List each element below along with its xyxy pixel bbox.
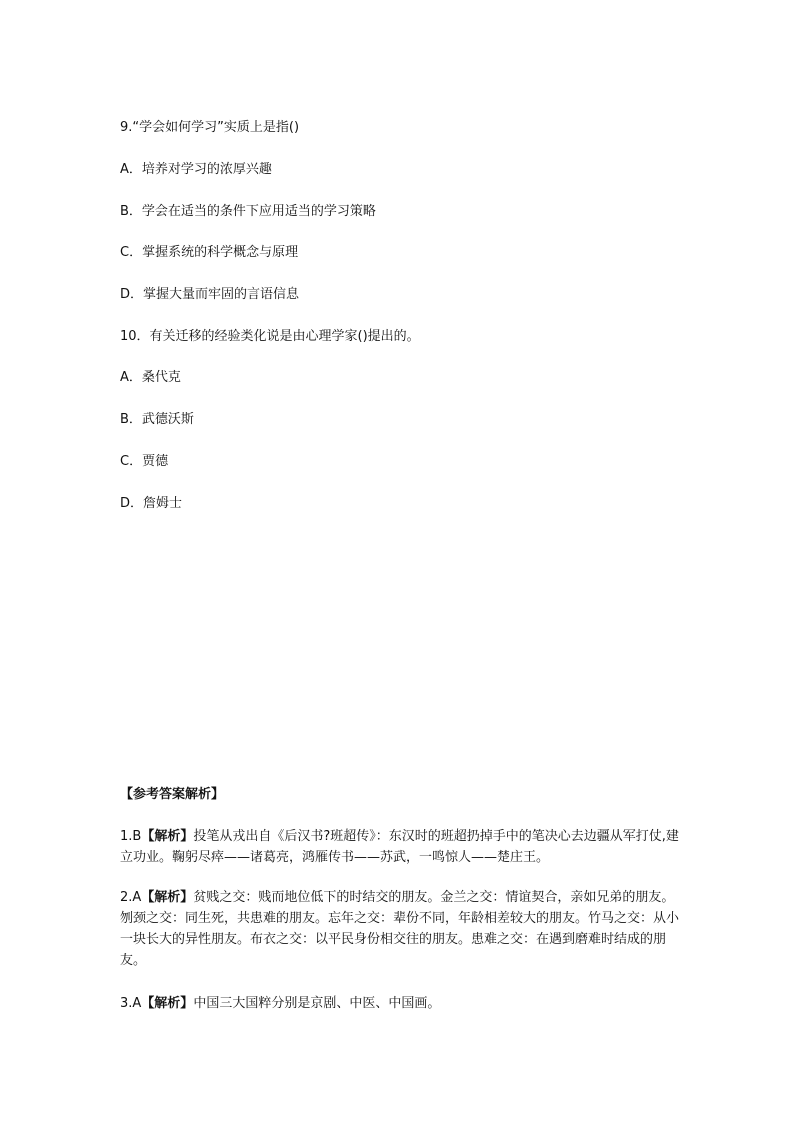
question-9-option-c: C．掌握系统的科学概念与原理	[120, 245, 299, 260]
answer-3-tag: 【解析】	[141, 996, 194, 1011]
question-9-option-d: D．掌握大量而牢固的言语信息	[120, 287, 300, 302]
answer-1-prefix: 1.B	[120, 829, 142, 844]
answer-item-2	[120, 887, 680, 971]
answer-item-1	[120, 826, 680, 868]
answers-heading: 【参考答案解析】	[120, 787, 225, 802]
answer-3-text: 中国三大国粹分别是京剧、中医、中国画。	[193, 996, 441, 1011]
answer-2-prefix: 2.A	[120, 890, 142, 905]
answer-2-text: 贫贱之交：贱而地位低下的时结交的朋友。金兰之交：情谊契合，亲如兄弟的朋友。刎颈之交：同生死，共患难的朋友。忘年之交：辈份不同，年龄相差较大的朋友。竹马之交：从小一块长大的异性朋友。布衣之交：以平民身份相交往的朋友。患难之交：在遇到磨难时结成的朋友。	[120, 890, 680, 968]
answer-2-tag: 【解析】	[141, 890, 194, 905]
answer-item-3	[120, 993, 680, 1014]
question-10-option-c: C．贾德	[120, 454, 169, 469]
question-10-option-a: A．桑代克	[120, 370, 181, 385]
question-9-option-b: B．学会在适当的条件下应用适当的学习策略	[120, 204, 376, 219]
question-9-option-a: A．培养对学习的浓厚兴趣	[120, 162, 272, 177]
answer-3-prefix: 3.A	[120, 996, 142, 1011]
answer-1-text: 投笔从戎出自《后汉书?班超传》：东汉时的班超扔掉手中的笔决心去边疆从军打仗,建立功业。鞠躬尽瘁——诸葛亮，鸿雁传书——苏武，一鸣惊人——楚庄王。	[120, 829, 679, 865]
question-10-option-d: D．詹姆士	[120, 496, 183, 511]
question-10-stem: 10．有关迁移的经验类化说是由心理学家()提出的。	[120, 329, 420, 344]
question-9-stem: 9.“学会如何学习”实质上是指()	[120, 120, 300, 135]
answer-1-tag: 【解析】	[141, 829, 194, 844]
question-10-option-b: B．武德沃斯	[120, 412, 194, 427]
